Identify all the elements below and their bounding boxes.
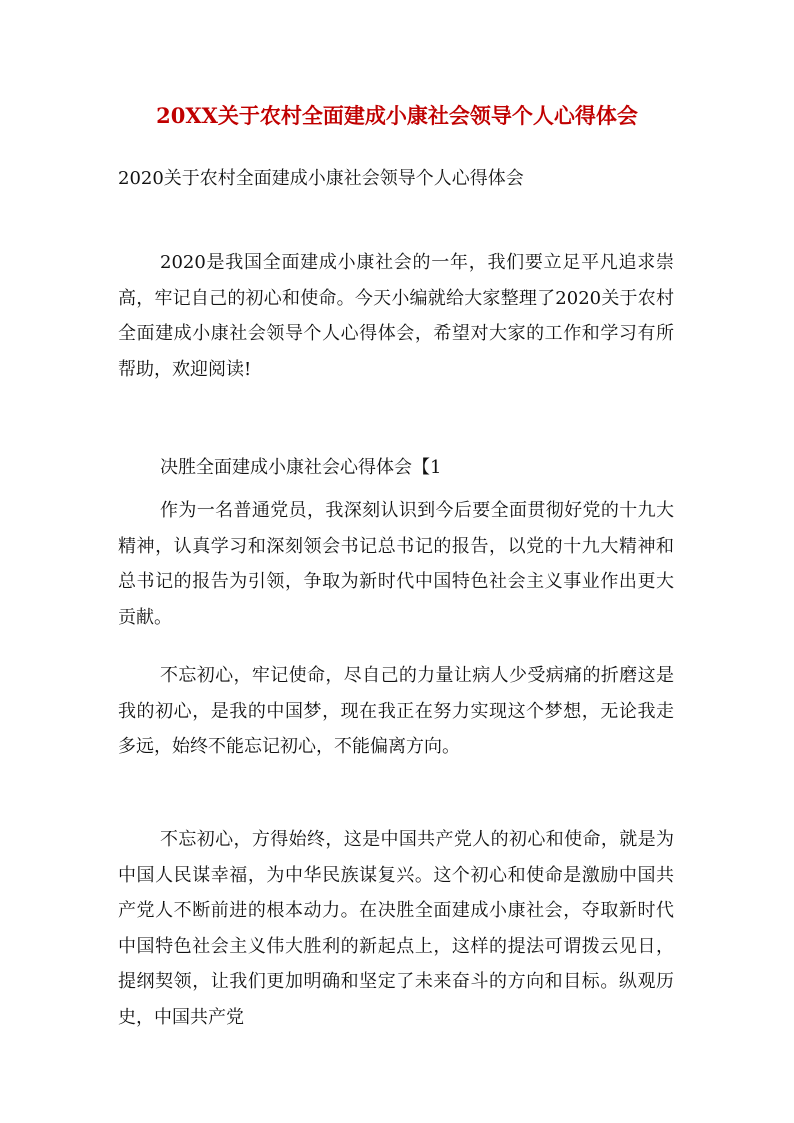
body-paragraph-1: 作为一名普通党员，我深刻认识到今后要全面贯彻好党的十九大精神，认真学习和深刻领会书记总书记的报告，以党的十九大精神和总书记的报告为引领，争取为新时代中国特色社会主义事业作出更大贡献。	[118, 500, 674, 628]
section-heading: 决胜全面建成小康社会心得体会【1	[160, 457, 442, 478]
body-paragraph-3: 不忘初心，方得始终，这是中国共产党人的初心和使命，就是为中国人民谋幸福，为中华民族谋复兴。这个初心和使命是激励中国共产党人不断前进的根本动力。在决胜全面建成小康社会，夺取新时代中国特色社会主义伟大胜利的新起点上，这样的提法可谓拨云见日，提纲契领，让我们更加明确和坚定了未来奋斗的方向和目标。纵观历史，中国共产党	[118, 829, 674, 1028]
body-paragraph-2: 不忘初心，牢记使命，尽自己的力量让病人少受病痛的折磨这是我的初心，是我的中国梦，现在我正在努力实现这个梦想，无论我走多远，始终不能忘记初心，不能偏离方向。	[118, 665, 674, 757]
intro-paragraph: 2020是我国全面建成小康社会的一年，我们要立足平凡追求崇高，牢记自己的初心和使命。今天小编就给大家整理了2020关于农村全面建成小康社会领导个人心得体会，希望对大家的工作和学习有所帮助，欢迎阅读!	[118, 252, 674, 380]
document-title: 20XX关于农村全面建成小康社会领导个人心得体会	[156, 103, 638, 128]
document-subtitle: 2020关于农村全面建成小康社会领导个人心得体会	[118, 168, 524, 189]
